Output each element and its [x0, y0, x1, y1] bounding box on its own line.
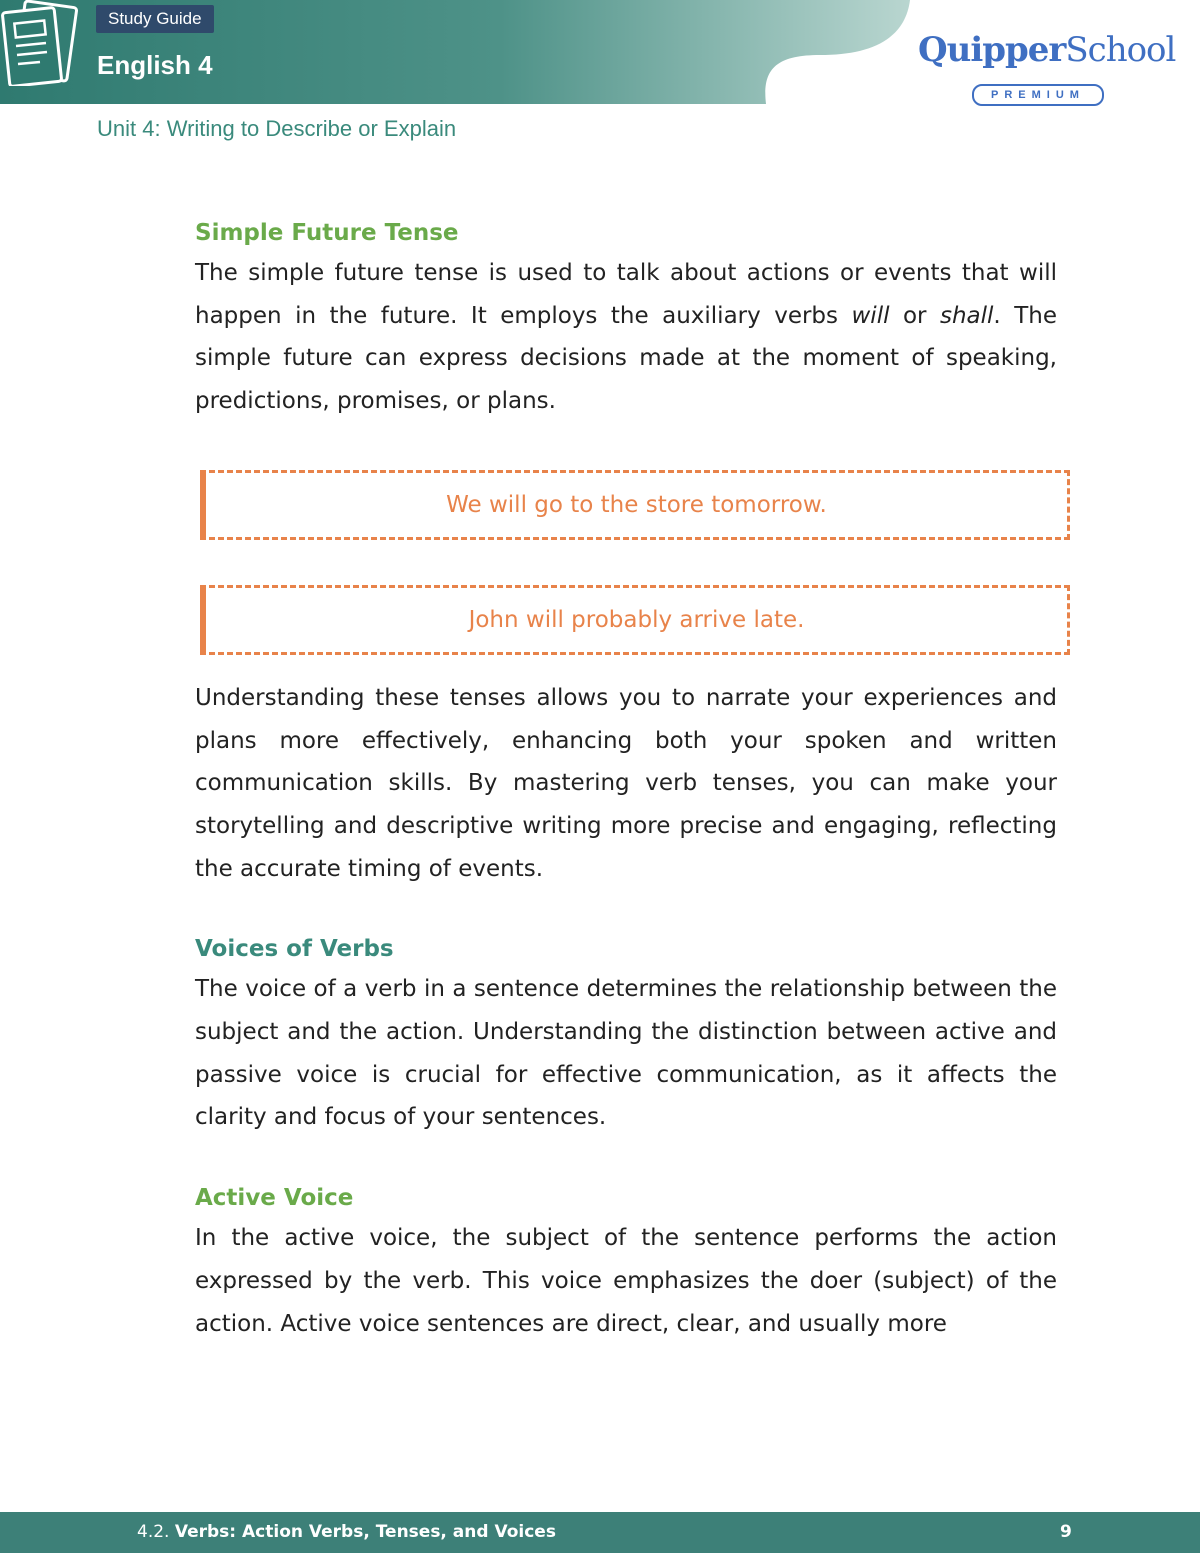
- brand-name-part-2: School: [1065, 30, 1176, 70]
- future-text-2: . The simple future can express decisions made at the moment of speaking, predictions, promises, or plans.: [195, 302, 1057, 415]
- voices-paragraph: The voice of a verb in a sentence determines the relationship between the subject and the action. Understanding the distinction between active and passive voice is crucial for effective communication, as it affects the clarity and focus of your sentences.: [195, 976, 1057, 1131]
- active-voice-heading: Active Voice: [195, 1185, 354, 1212]
- footer-section: [137, 1522, 556, 1542]
- main-content: [195, 214, 1057, 1345]
- footer-bar: [0, 1512, 1200, 1553]
- brand-logo: [918, 30, 1176, 101]
- voices-heading: Voices of Verbs: [195, 936, 394, 963]
- brand-tier-badge: PREMIUM: [972, 84, 1104, 106]
- active-voice-paragraph: In the active voice, the subject of the sentence performs the action expressed by the verb. This voice emphasizes the doer (subject) of the action. Active voice sentences are direct, clear, and usually more: [195, 1225, 1057, 1337]
- footer-section-title: Verbs: Action Verbs, Tenses, and Voices: [174, 1522, 556, 1542]
- example-sentence: We will go to the store tomorrow.: [446, 491, 827, 518]
- summary-paragraph: Understanding these tenses allows you to narrate your experiences and plans more effectively, enhancing both your spoken and written communication skills. By mastering verb tenses, you can make your storytelling and descriptive writing more precise and engaging, reflecting the accurate timing of events.: [195, 684, 1057, 882]
- unit-title: Unit 4: Writing to Describe or Explain: [97, 116, 457, 141]
- example-box: [200, 585, 1070, 655]
- footer-section-number: 4.2.: [137, 1522, 170, 1542]
- future-tense-paragraph: [195, 252, 1057, 423]
- brand-name: [918, 30, 1176, 70]
- brand-name-part-1: Quipper: [918, 30, 1066, 70]
- future-em-shall: shall: [939, 302, 994, 329]
- future-em-will: will: [851, 302, 890, 329]
- study-book-icon: [0, 0, 80, 86]
- study-guide-tag: Study Guide: [96, 5, 214, 33]
- future-text-mid: or: [889, 302, 940, 329]
- future-tense-heading: Simple Future Tense: [195, 220, 459, 246]
- example-sentence: John will probably arrive late.: [468, 606, 805, 633]
- course-title: English 4: [97, 50, 213, 80]
- future-text-1: The simple future tense is used to talk about actions or events that will happen in the future. It employs the auxiliary verbs: [195, 260, 1057, 329]
- page-number: 9: [1060, 1522, 1072, 1542]
- example-box: [200, 470, 1070, 540]
